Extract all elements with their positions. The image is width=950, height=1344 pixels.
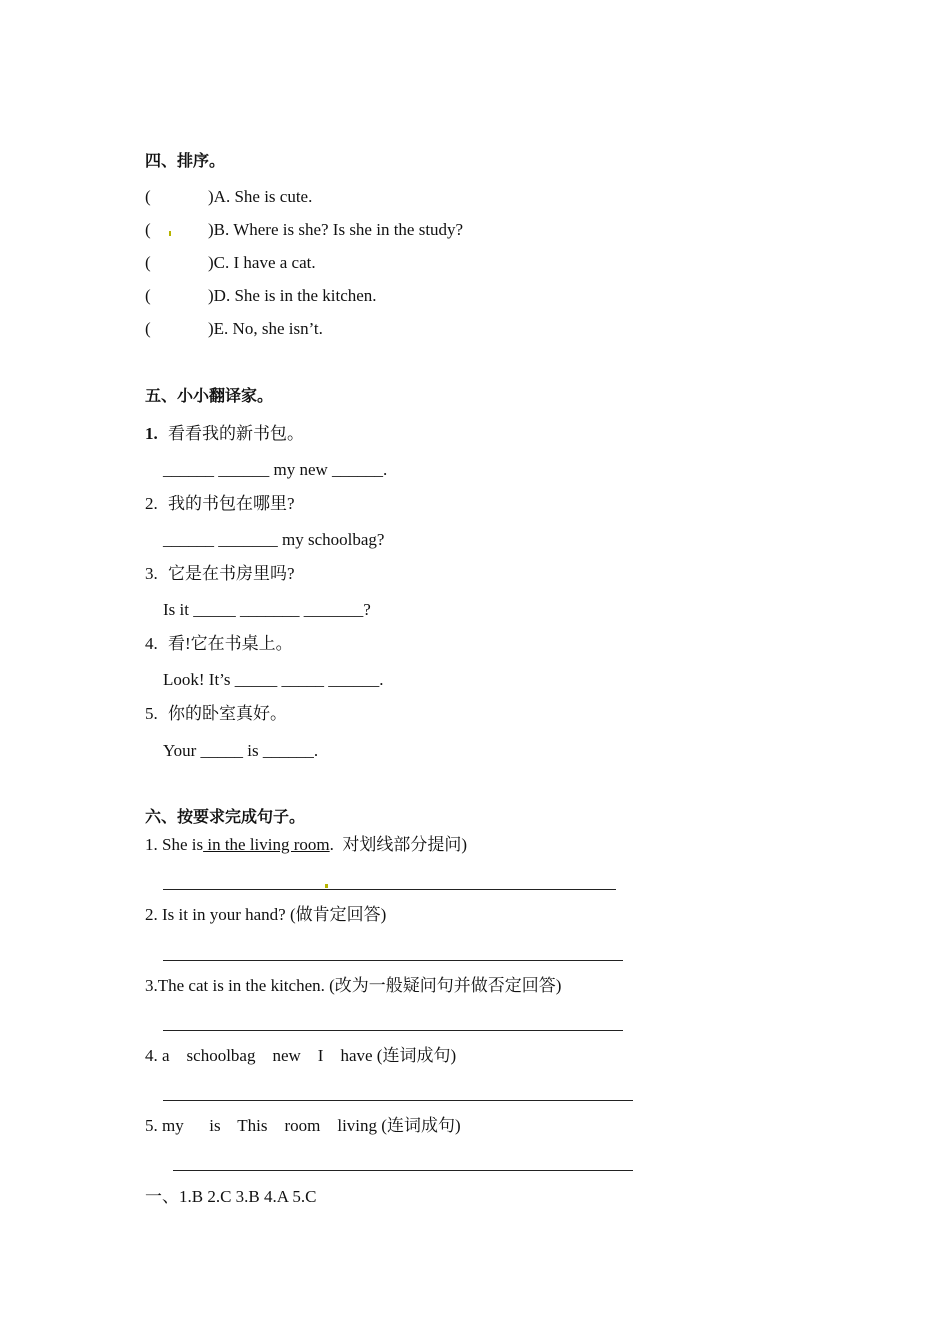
sentence-q1-post: . 对划线部分提问) (329, 835, 468, 854)
order-item-d: )D. She is in the kitchen. (208, 286, 377, 305)
order-item-a: )A. She is cute. (208, 187, 313, 206)
translate-q5-num: 5. (145, 704, 158, 723)
order-item-e-open: ( (145, 319, 151, 338)
translate-q2-num: 2. (145, 494, 158, 513)
order-item-c-open: ( (145, 253, 151, 272)
stray-mark (169, 231, 171, 236)
order-item-d-open: ( (145, 286, 151, 305)
answer-line-2 (163, 960, 623, 961)
translate-q3-text: 它是在书房里吗? (168, 564, 295, 583)
sentence-q1 (145, 835, 467, 855)
order-item-c: )C. I have a cat. (208, 253, 316, 272)
sentence-q5: 5. my is This room living (连词成句) (145, 1116, 461, 1135)
order-item-e: )E. No, she isn’t. (208, 319, 323, 338)
order-item-b: )B. Where is she? Is she in the study? (208, 220, 464, 239)
translate-q5-text: 你的卧室真好。 (168, 704, 287, 723)
translate-q1-text: 看看我的新书包。 (168, 424, 304, 443)
translate-q4-num: 4. (145, 634, 158, 653)
sentence-q1-underlined: in the living room (203, 835, 330, 854)
translate-q4-answer: Look! It’s _____ _____ ______. (163, 670, 384, 689)
translate-q1-num: 1. (145, 424, 158, 443)
sentence-q1-pre: 1. She is (145, 835, 204, 854)
translate-q4-text: 看!它在书桌上。 (168, 634, 293, 653)
order-item-b-open: ( (145, 220, 151, 239)
sentence-q4: 4. a schoolbag new I have (连词成句) (145, 1046, 457, 1065)
answer-line-5 (173, 1170, 633, 1171)
answer-line-4 (163, 1100, 633, 1101)
translate-q2-answer: ______ _______ my schoolbag? (163, 530, 385, 549)
section-6-heading: 六、按要求完成句子。 (145, 807, 306, 826)
answer-line-1 (163, 889, 616, 890)
answer-key-section-1: 一、1.B 2.C 3.B 4.A 5.C (145, 1187, 317, 1206)
translate-q1-answer: ______ ______ my new ______. (163, 460, 388, 479)
translate-q5-answer: Your _____ is ______. (163, 741, 319, 760)
sentence-q3: 3.The cat is in the kitchen. (改为一般疑问句并做否定回答) (145, 976, 562, 995)
answer-line-3 (163, 1030, 623, 1031)
section-5-heading: 五、小小翻译家。 (145, 386, 274, 405)
translate-q3-num: 3. (145, 564, 158, 583)
order-item-a-open: ( (145, 187, 151, 206)
stray-mark (325, 884, 328, 888)
translate-q3-answer: Is it _____ _______ _______? (163, 600, 371, 619)
section-4-heading: 四、排序。 (145, 151, 226, 170)
translate-q2-text: 我的书包在哪里? (168, 494, 295, 513)
sentence-q2: 2. Is it in your hand? (做肯定回答) (145, 905, 387, 924)
